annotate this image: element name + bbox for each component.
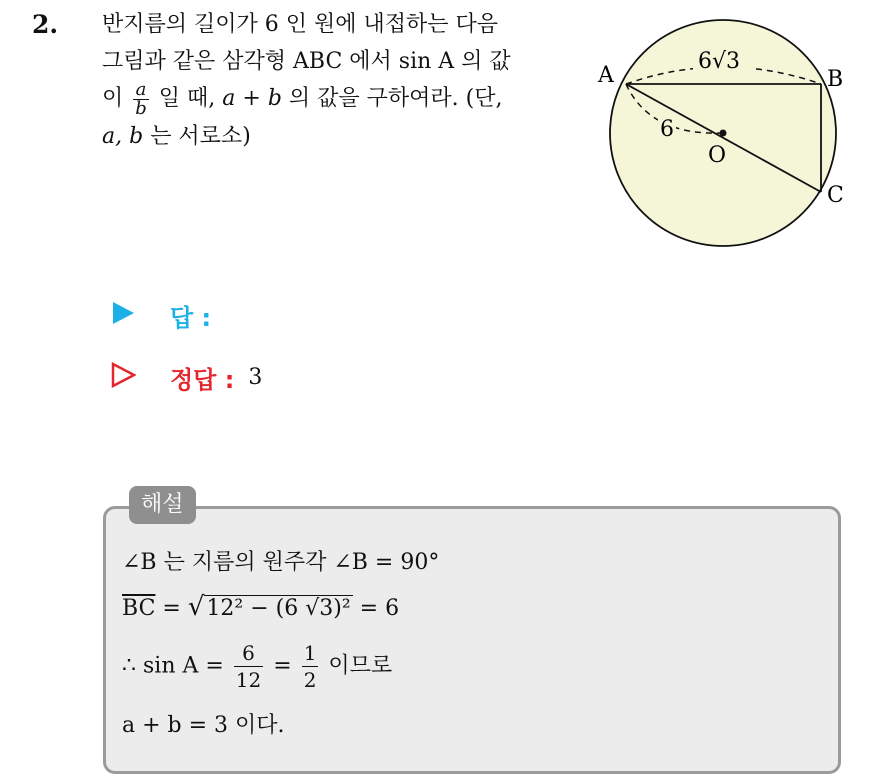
correct-answer-arrow-icon [110, 362, 140, 394]
question-text [102, 6, 572, 155]
circle-figure [590, 10, 850, 260]
solution-line-3-eq: = [273, 653, 292, 679]
answer-arrow-icon [110, 300, 140, 332]
variables-a-b: a, b [102, 123, 144, 149]
question-line-3-post: 일 때, [158, 86, 216, 111]
solution-line-3-pre: ∴ sin A = [122, 653, 224, 679]
fraction-numerator: a [135, 78, 147, 100]
square-root-expression: √12² − (6 √3)² [187, 592, 351, 622]
answer-row [110, 298, 211, 333]
fraction-numerator-6: 6 [242, 641, 255, 665]
fraction-a-over-b [133, 78, 149, 119]
question-line-4 [102, 118, 572, 155]
solution-line-4: a + b = 3 이다. [122, 713, 285, 738]
label-AB-length: 6√3 [698, 49, 741, 74]
fraction-1-over-2 [302, 640, 319, 693]
question-line-3-pre: 이 [102, 86, 124, 111]
fraction-denominator: b [135, 97, 147, 119]
question-line-4-end: 는 서로소) [150, 123, 251, 149]
vertex-label-A: A [598, 63, 614, 88]
fraction-denominator-2: 2 [303, 668, 317, 692]
question-line-3 [102, 80, 572, 118]
question-line-3-end: 의 값을 구하여라. (단, [288, 86, 503, 111]
center-point-O [720, 130, 727, 137]
fraction-numerator-1: 1 [303, 641, 317, 665]
circle-diagram [590, 10, 850, 260]
correct-answer-label: 정답 : [170, 366, 235, 394]
center-label-O: O [708, 143, 727, 168]
solution-line-3-post: 이므로 [328, 653, 393, 679]
solution-tag: 해설 [129, 486, 196, 524]
vertex-label-C: C [827, 183, 844, 208]
solution-line-2 [122, 592, 399, 622]
question-line-2: 그림과 같은 삼각형 ABC 에서 sin A 의 값 [102, 49, 511, 74]
correct-answer-value: 3 [248, 365, 263, 390]
solution-line-2-eq: = [162, 596, 181, 621]
radicand: 12² − (6 √3)² [206, 596, 351, 621]
solution-line-3 [122, 640, 392, 693]
answer-label: 답 : [170, 304, 212, 332]
fraction-6-over-12 [234, 640, 263, 693]
vertex-label-B: B [827, 67, 844, 92]
fraction-denominator-12: 12 [235, 668, 262, 692]
expression-a-plus-b: a + b [222, 86, 282, 111]
question-line-1: 반지름의 길이가 6 인 원에 내접하는 다음 [102, 12, 498, 37]
segment-BC: $\overline{BC}$ [122, 596, 156, 621]
correct-answer-row [110, 360, 262, 395]
solution-line-2-result: = 6 [359, 596, 400, 621]
label-AO-length: 6 [660, 117, 674, 142]
question-number: 2. [32, 10, 59, 39]
solution-line-1: ∠B 는 지름의 원주각 ∠B = 90° [122, 550, 440, 575]
